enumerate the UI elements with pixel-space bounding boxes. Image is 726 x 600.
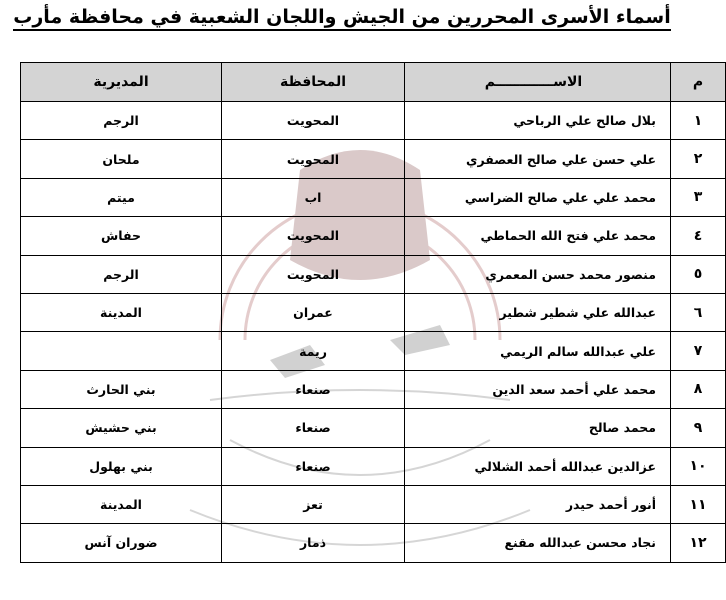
table-row: [21, 140, 726, 178]
row-directorate: بني حشيش: [21, 409, 222, 447]
table-row: [21, 524, 726, 562]
header-directorate: المديرية: [21, 63, 222, 102]
row-name: بلال صالح علي الرباحي: [405, 102, 671, 140]
row-directorate: ملحان: [21, 140, 222, 178]
row-name: علي عبدالله سالم الريمي: [405, 332, 671, 370]
table-row: [21, 485, 726, 523]
title-text: أسماء الأسرى المحررين من الجيش واللجان الشعبية في محافظة مأرب: [13, 6, 670, 31]
row-name: عبدالله علي شطير شطير: [405, 293, 671, 331]
row-governorate: ريمة: [222, 332, 405, 370]
row-number: ٧: [671, 332, 726, 370]
table-row: [21, 332, 726, 370]
header-number: م: [671, 63, 726, 102]
row-name: محمد صالح: [405, 409, 671, 447]
table-row: [21, 293, 726, 331]
row-name: علي حسن علي صالح العصفري: [405, 140, 671, 178]
row-governorate: المحويت: [222, 102, 405, 140]
page-title: [0, 6, 684, 28]
row-name: محمد علي علي صالح الضراسي: [405, 178, 671, 216]
row-number: ٥: [671, 255, 726, 293]
row-directorate: المدينة: [21, 293, 222, 331]
row-name: عزالدين عبدالله أحمد الشلالي: [405, 447, 671, 485]
row-governorate: المحويت: [222, 140, 405, 178]
row-name: محمد علي أحمد سعد الدين: [405, 370, 671, 408]
row-governorate: اب: [222, 178, 405, 216]
row-number: ٣: [671, 178, 726, 216]
row-governorate: المحويت: [222, 255, 405, 293]
row-governorate: المحويت: [222, 217, 405, 255]
row-name: منصور محمد حسن المعمري: [405, 255, 671, 293]
table-row: [21, 217, 726, 255]
prisoners-table: [20, 62, 726, 563]
row-directorate: الرجم: [21, 102, 222, 140]
table-row: [21, 370, 726, 408]
table-row: [21, 409, 726, 447]
row-number: ١: [671, 102, 726, 140]
row-directorate: ضوران آنس: [21, 524, 222, 562]
row-number: ١١: [671, 485, 726, 523]
row-number: ٩: [671, 409, 726, 447]
row-name: نجاد محسن عبدالله مقنع: [405, 524, 671, 562]
row-governorate: صنعاء: [222, 370, 405, 408]
row-name: محمد علي فتح الله الحماطي: [405, 217, 671, 255]
table-row: [21, 102, 726, 140]
table-row: [21, 178, 726, 216]
header-name: الاســــــــــــم: [405, 63, 671, 102]
row-directorate: المدينة: [21, 485, 222, 523]
row-directorate: حفاش: [21, 217, 222, 255]
row-governorate: صنعاء: [222, 447, 405, 485]
row-directorate: ميتم: [21, 178, 222, 216]
row-number: ٢: [671, 140, 726, 178]
row-governorate: عمران: [222, 293, 405, 331]
row-directorate: [21, 332, 222, 370]
row-governorate: تعز: [222, 485, 405, 523]
row-number: ٤: [671, 217, 726, 255]
row-directorate: بني الحارث: [21, 370, 222, 408]
row-directorate: الرجم: [21, 255, 222, 293]
row-name: أنور أحمد حيدر: [405, 485, 671, 523]
row-number: ٨: [671, 370, 726, 408]
header-governorate: المحافظة: [222, 63, 405, 102]
row-governorate: ذمار: [222, 524, 405, 562]
row-governorate: صنعاء: [222, 409, 405, 447]
row-number: ١٠: [671, 447, 726, 485]
table-row: [21, 255, 726, 293]
table-row: [21, 447, 726, 485]
row-number: ١٢: [671, 524, 726, 562]
row-number: ٦: [671, 293, 726, 331]
table-header-row: [21, 63, 726, 102]
row-directorate: بني بهلول: [21, 447, 222, 485]
